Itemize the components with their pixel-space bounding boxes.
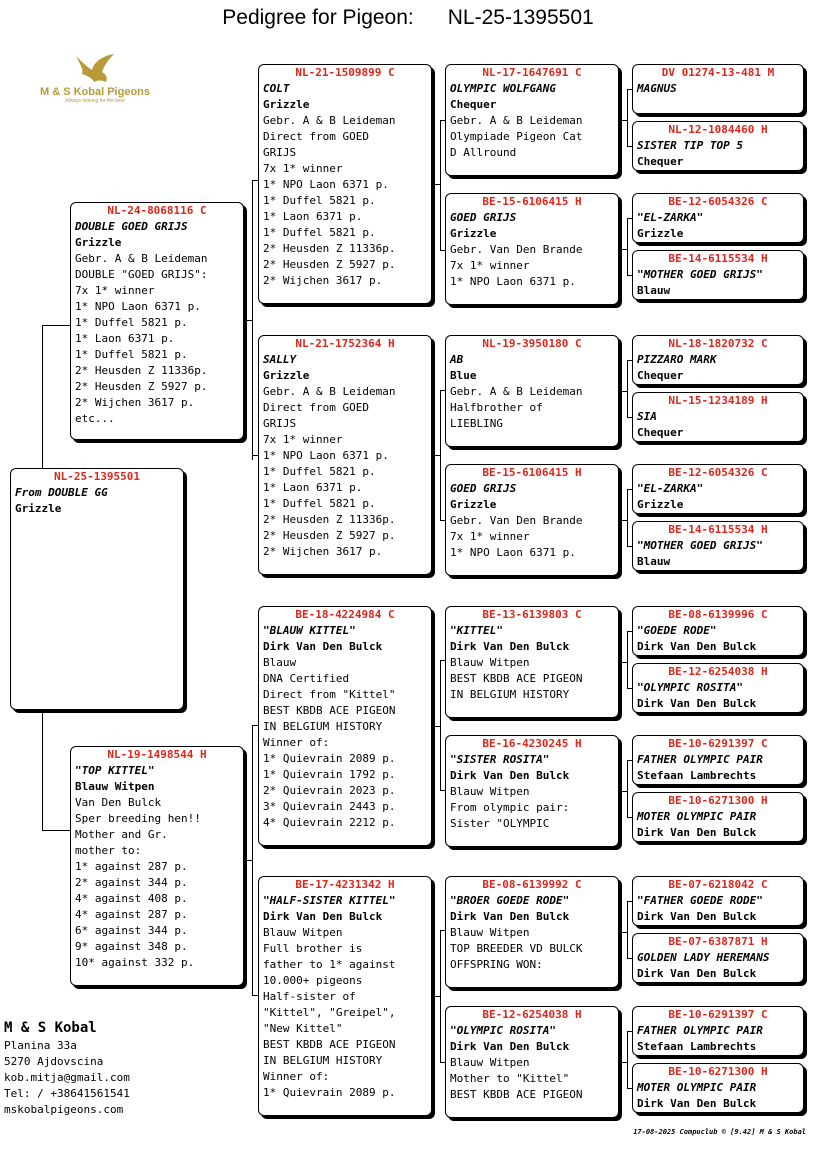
pigeon-color: Grizzle bbox=[637, 227, 684, 240]
ring-number: NL-25-1395501 bbox=[53, 470, 141, 483]
ring-number: NL-12-1084460 H bbox=[668, 123, 768, 136]
pigeon-note: Winner of: bbox=[263, 736, 330, 749]
pigeon-name: "HALF-SISTER KITTEL" bbox=[263, 894, 396, 907]
connector-line bbox=[627, 218, 632, 219]
ring-number: BE-15-6106415 H bbox=[482, 195, 582, 208]
connector-line bbox=[432, 184, 440, 185]
pigeon-card-gen3-1 bbox=[258, 335, 432, 575]
logo bbox=[30, 52, 160, 122]
pigeon-name: OLYMPIC WOLFGANG bbox=[450, 82, 556, 95]
pigeon-note: Blauw Witpen bbox=[450, 656, 530, 669]
pigeon-name: FATHER OLYMPIC PAIR bbox=[637, 1024, 763, 1037]
pigeon-note: Direct from "Kittel" bbox=[263, 688, 396, 701]
pigeon-note: IN BELGIUM HISTORY bbox=[263, 1054, 383, 1067]
pigeon-note: 1* against 287 p. bbox=[75, 860, 188, 873]
ring-number: NL-21-1752364 H bbox=[295, 337, 395, 350]
pigeon-color: Dirk Van Den Bulck bbox=[263, 640, 383, 653]
connector-line bbox=[619, 249, 627, 250]
ring-number: NL-19-3950180 C bbox=[482, 337, 582, 350]
ring-number: BE-12-6254038 H bbox=[482, 1008, 582, 1021]
pigeon-color: Chequer bbox=[637, 426, 684, 439]
connector-line bbox=[440, 1062, 445, 1063]
pigeon-card-gen5-6 bbox=[632, 464, 804, 514]
pigeon-note: 1* Laon 6371 p. bbox=[263, 210, 363, 223]
connector-line bbox=[42, 325, 43, 468]
ring-number: BE-10-6271300 H bbox=[668, 1065, 768, 1078]
pigeon-note: Sper breeding hen!! bbox=[75, 812, 201, 825]
connector-line bbox=[627, 631, 632, 632]
title-ring: NL-25-1395501 bbox=[447, 6, 594, 29]
connector-line bbox=[627, 901, 632, 902]
pigeon-card-gen5-10 bbox=[632, 735, 804, 785]
pigeon-note: 2* against 344 p. bbox=[75, 876, 188, 889]
pigeon-note: 1* Quievrain 1792 p. bbox=[263, 768, 396, 781]
pigeon-name: GOED GRIJS bbox=[450, 211, 517, 224]
pigeon-note: 4* against 408 p. bbox=[75, 892, 188, 905]
pigeon-note: 1* Duffel 5821 p. bbox=[263, 465, 376, 478]
pigeon-color: Grizzle bbox=[450, 498, 497, 511]
pigeon-note: Winner of: bbox=[263, 1070, 330, 1083]
pigeon-card-gen5-14 bbox=[632, 1006, 804, 1056]
connector-line bbox=[619, 1062, 627, 1063]
pigeon-note: Gebr. A & B Leideman bbox=[263, 385, 396, 398]
pigeon-name: MAGNUS bbox=[637, 82, 677, 95]
pigeon-note: Direct from GOED bbox=[263, 130, 369, 143]
pigeon-note: Van Den Bulck bbox=[75, 796, 162, 809]
ring-number: NL-18-1820732 C bbox=[668, 337, 768, 350]
pigeon-name: COLT bbox=[263, 82, 290, 95]
ring-number: BE-10-6291397 C bbox=[668, 737, 768, 750]
ring-number: NL-19-1498544 H bbox=[107, 748, 207, 761]
pigeon-note: 2* Heusden Z 5927 p. bbox=[263, 529, 396, 542]
pigeon-color: Grizzle bbox=[450, 227, 497, 240]
connector-line bbox=[627, 489, 632, 490]
connector-line bbox=[627, 958, 632, 959]
ring-number: BE-18-4224984 C bbox=[295, 608, 395, 621]
connector-line bbox=[619, 932, 627, 933]
pigeon-note: Gebr. A & B Leideman bbox=[75, 252, 208, 265]
connector-line bbox=[42, 830, 70, 831]
pigeon-color: Dirk Van Den Bulck bbox=[637, 910, 757, 923]
pigeon-note: 2* Wijchen 3617 p. bbox=[75, 396, 195, 409]
pigeon-color: Chequer bbox=[637, 155, 684, 168]
pigeon-name: "KITTEL" bbox=[450, 624, 503, 637]
pigeon-note: "New Kittel" bbox=[263, 1022, 343, 1035]
connector-line bbox=[627, 360, 628, 417]
pigeon-color: Grizzle bbox=[263, 369, 310, 382]
pigeon-note: GRIJS bbox=[263, 146, 297, 159]
connector-line bbox=[432, 455, 440, 456]
pigeon-color: Grizzle bbox=[637, 498, 684, 511]
email: kob.mitja@gmail.com bbox=[4, 1071, 130, 1084]
connector-line bbox=[440, 390, 445, 391]
pigeon-card-father bbox=[70, 202, 244, 440]
pigeon-note: "Kittel", "Greipel", bbox=[263, 1006, 396, 1019]
pigeon-note: DNA Certified bbox=[263, 672, 350, 685]
pigeon-color: Blue bbox=[450, 369, 477, 382]
pigeon-name: GOLDEN LADY HEREMANS bbox=[637, 951, 770, 964]
pigeon-note: 1* Duffel 5821 p. bbox=[263, 194, 376, 207]
pigeon-color: Chequer bbox=[450, 98, 497, 111]
pigeon-color: Blauw Witpen bbox=[75, 780, 155, 793]
pigeon-note: 10* against 332 p. bbox=[75, 956, 195, 969]
ring-number: BE-16-4230245 H bbox=[482, 737, 582, 750]
connector-line bbox=[619, 520, 627, 521]
pigeon-name: "MOTHER GOED GRIJS" bbox=[637, 539, 763, 552]
connector-line bbox=[440, 120, 445, 121]
pigeon-card-gen4-2 bbox=[445, 335, 619, 447]
pigeon-note: GRIJS bbox=[263, 417, 297, 430]
connector-line bbox=[627, 688, 632, 689]
pigeon-note: 7x 1* winner bbox=[450, 259, 530, 272]
connector-line bbox=[627, 417, 632, 418]
address-line-1: Planina 33a bbox=[4, 1039, 77, 1052]
ring-number: BE-13-6139803 C bbox=[482, 608, 582, 621]
connector-line bbox=[42, 710, 43, 830]
ring-number: BE-12-6254038 H bbox=[668, 665, 768, 678]
pigeon-note: Olympiade Pigeon Cat bbox=[450, 130, 583, 143]
pigeon-color: Dirk Van Den Bulck bbox=[450, 1040, 570, 1053]
pigeon-card-gen5-0 bbox=[632, 64, 804, 114]
pigeon-card-gen5-8 bbox=[632, 606, 804, 656]
connector-line bbox=[252, 725, 253, 995]
pigeon-card-gen5-1 bbox=[632, 121, 804, 171]
ring-number: BE-12-6054326 C bbox=[668, 466, 768, 479]
connector-line bbox=[627, 1031, 632, 1032]
connector-line bbox=[440, 660, 441, 790]
pigeon-note: 2* Wijchen 3617 p. bbox=[263, 274, 383, 287]
connector-line bbox=[432, 726, 440, 727]
connector-line bbox=[627, 760, 628, 817]
pigeon-color: Dirk Van Den Bulck bbox=[263, 910, 383, 923]
pigeon-note: 6* against 344 p. bbox=[75, 924, 188, 937]
ring-number: BE-14-6115534 H bbox=[668, 523, 768, 536]
pigeon-note: 1* Duffel 5821 p. bbox=[75, 348, 188, 361]
ring-number: BE-08-6139996 C bbox=[668, 608, 768, 621]
pigeon-note: father to 1* against bbox=[263, 958, 396, 971]
pigeon-note: BEST KBDB ACE PIGEON bbox=[450, 672, 583, 685]
pigeon-name: DOUBLE GOED GRIJS bbox=[75, 220, 188, 233]
pigeon-note: Gebr. A & B Leideman bbox=[450, 114, 583, 127]
ring-number: BE-15-6106415 H bbox=[482, 466, 582, 479]
pigeon-note: etc... bbox=[75, 412, 115, 425]
connector-line bbox=[252, 180, 258, 181]
pigeon-note: IN BELGIUM HISTORY bbox=[450, 688, 570, 701]
pigeon-name: GOED GRIJS bbox=[450, 482, 517, 495]
pigeon-name: FATHER OLYMPIC PAIR bbox=[637, 753, 763, 766]
connector-line bbox=[627, 89, 628, 146]
pigeon-note: 7x 1* winner bbox=[75, 284, 155, 297]
ring-number: BE-17-4231342 H bbox=[295, 878, 395, 891]
pigeon-note: Mother and Gr. bbox=[75, 828, 168, 841]
pigeon-card-gen4-3 bbox=[445, 464, 619, 576]
pigeon-note: LIEBLING bbox=[450, 417, 503, 430]
connector-line bbox=[252, 180, 253, 460]
pigeon-card-gen5-2 bbox=[632, 193, 804, 243]
connector-line bbox=[252, 995, 258, 996]
pigeon-note: 9* against 348 p. bbox=[75, 940, 188, 953]
pigeon-note: 1* Laon 6371 p. bbox=[75, 332, 175, 345]
pigeon-note: 3* Quievrain 2443 p. bbox=[263, 800, 396, 813]
pigeon-color: Grizzle bbox=[263, 98, 310, 111]
connector-line bbox=[619, 791, 627, 792]
connector-line bbox=[440, 120, 441, 250]
pigeon-name: "SISTER ROSITA" bbox=[450, 753, 550, 766]
pigeon-note: Half-sister of bbox=[263, 990, 356, 1003]
pigeon-name: "MOTHER GOED GRIJS" bbox=[637, 268, 763, 281]
pigeon-name: "EL-ZARKA" bbox=[637, 211, 704, 224]
breeder-info bbox=[4, 1018, 130, 1118]
ring-number: BE-08-6139992 C bbox=[482, 878, 582, 891]
pigeon-color: Stefaan Lambrechts bbox=[637, 769, 757, 782]
pigeon-note: BEST KBDB ACE PIGEON bbox=[263, 1038, 396, 1051]
pigeon-name: "OLYMPIC ROSITA" bbox=[637, 681, 743, 694]
connector-line bbox=[252, 455, 258, 456]
pigeon-note: OFFSPRING WON: bbox=[450, 958, 543, 971]
pigeon-note: Blauw Witpen bbox=[450, 785, 530, 798]
logo-name: M & S Kobal Pigeons bbox=[39, 86, 150, 98]
ring-number: BE-10-6291397 C bbox=[668, 1008, 768, 1021]
pigeon-card-gen4-5 bbox=[445, 735, 619, 847]
address-line-2: 5270 Ajdovscina bbox=[4, 1055, 104, 1068]
pigeon-card-gen4-4 bbox=[445, 606, 619, 718]
pigeon-name: "BLAUW KITTEL" bbox=[263, 624, 356, 637]
connector-line bbox=[627, 89, 632, 90]
pigeon-note: Full brother is bbox=[263, 942, 363, 955]
connector-line bbox=[440, 930, 445, 931]
connector-line bbox=[440, 390, 441, 520]
connector-line bbox=[244, 860, 252, 861]
ring-number: NL-15-1234189 H bbox=[668, 394, 768, 407]
dove-logo-icon bbox=[72, 52, 118, 86]
pigeon-card-gen4-7 bbox=[445, 1006, 619, 1118]
connector-line bbox=[627, 631, 628, 688]
website: mskobalpigeons.com bbox=[4, 1103, 124, 1116]
connector-line bbox=[432, 996, 440, 997]
connector-line bbox=[244, 320, 252, 321]
pigeon-note: 1* Duffel 5821 p. bbox=[75, 316, 188, 329]
pigeon-note: From olympic pair: bbox=[450, 801, 570, 814]
pigeon-name: "OLYMPIC ROSITA" bbox=[450, 1024, 556, 1037]
connector-line bbox=[627, 275, 632, 276]
pigeon-note: 1* NPO Laon 6371 p. bbox=[450, 546, 576, 559]
connector-line bbox=[619, 662, 627, 663]
pigeon-note: 7x 1* winner bbox=[263, 433, 343, 446]
pigeon-note: 2* Heusden Z 5927 p. bbox=[75, 380, 208, 393]
pigeon-color: Dirk Van Den Bulck bbox=[637, 1097, 757, 1110]
pigeon-note: 2* Heusden Z 11336p. bbox=[263, 242, 396, 255]
pigeon-note: D Allround bbox=[450, 146, 517, 159]
connector-line bbox=[627, 218, 628, 275]
pigeon-name: MOTER OLYMPIC PAIR bbox=[637, 1081, 757, 1094]
pigeon-note: 1* Quievrain 2089 p. bbox=[263, 752, 396, 765]
pigeon-note: DOUBLE "GOED GRIJS": bbox=[75, 268, 208, 281]
connector-line bbox=[627, 1088, 632, 1089]
pigeon-note: 4* Quievrain 2212 p. bbox=[263, 816, 396, 829]
logo-tagline: Always looking for the best bbox=[65, 98, 125, 104]
pigeon-color: Chequer bbox=[637, 369, 684, 382]
pigeon-color: Blauw bbox=[637, 555, 671, 568]
pigeon-name: "FATHER GOEDE RODE" bbox=[637, 894, 763, 907]
pigeon-color: Grizzle bbox=[75, 236, 122, 249]
connector-line bbox=[440, 520, 445, 521]
pigeon-color: Dirk Van Den Bulck bbox=[637, 967, 757, 980]
pigeon-color: Dirk Van Den Bulck bbox=[450, 769, 570, 782]
print-stamp: 17-08-2025 Compuclub © [9.42] M & S Kobal bbox=[633, 1128, 806, 1136]
pigeon-color: Blauw bbox=[637, 284, 671, 297]
pigeon-name: "GOEDE RODE" bbox=[637, 624, 717, 637]
pigeon-note: 1* NPO Laon 6371 p. bbox=[263, 449, 389, 462]
pigeon-card-gen5-9 bbox=[632, 663, 804, 713]
connector-line bbox=[252, 725, 258, 726]
pigeon-note: 10.000+ pigeons bbox=[263, 974, 363, 987]
pigeon-name: SIA bbox=[637, 410, 657, 423]
pigeon-note: Blauw Witpen bbox=[450, 1056, 530, 1069]
ring-number: NL-24-8068116 C bbox=[107, 204, 207, 217]
pigeon-card-gen4-1 bbox=[445, 193, 619, 305]
pigeon-name: SALLY bbox=[263, 353, 297, 366]
pigeon-note: 1* NPO Laon 6371 p. bbox=[450, 275, 576, 288]
page-title bbox=[0, 6, 816, 30]
pigeon-card-gen5-7 bbox=[632, 521, 804, 571]
pigeon-note: IN BELGIUM HISTORY bbox=[263, 720, 383, 733]
pigeon-note: 1* Duffel 5821 p. bbox=[263, 226, 376, 239]
pigeon-card-gen5-11 bbox=[632, 792, 804, 842]
pigeon-card-gen5-4 bbox=[632, 335, 804, 385]
ring-number: BE-07-6218042 C bbox=[668, 878, 768, 891]
pigeon-note: 2* Quievrain 2023 p. bbox=[263, 784, 396, 797]
ring-number: DV 01274-13-481 M bbox=[661, 66, 775, 79]
pigeon-name: PIZZARO MARK bbox=[637, 353, 717, 366]
pigeon-card-gen3-0 bbox=[258, 64, 432, 304]
pigeon-card-gen5-12 bbox=[632, 876, 804, 926]
pigeon-note: TOP BREEDER VD BULCK bbox=[450, 942, 583, 955]
pigeon-card-gen5-13 bbox=[632, 933, 804, 983]
connector-line bbox=[440, 660, 445, 661]
connector-line bbox=[619, 120, 627, 121]
pigeon-note: Blauw Witpen bbox=[263, 926, 343, 939]
pigeon-card-gen3-3 bbox=[258, 876, 432, 1116]
pigeon-note: Gebr. Van Den Brande bbox=[450, 514, 583, 527]
pigeon-color: Dirk Van Den Bulck bbox=[637, 826, 757, 839]
pigeon-note: 7x 1* winner bbox=[450, 530, 530, 543]
pigeon-note: mother to: bbox=[75, 844, 142, 857]
pigeon-note: Direct from GOED bbox=[263, 401, 369, 414]
pigeon-color: Stefaan Lambrechts bbox=[637, 1040, 757, 1053]
pigeon-note: 7x 1* winner bbox=[263, 162, 343, 175]
pigeon-name: "EL-ZARKA" bbox=[637, 482, 704, 495]
pigeon-note: 2* Heusden Z 11336p. bbox=[75, 364, 208, 377]
pigeon-note: 1* Laon 6371 p. bbox=[263, 481, 363, 494]
pigeon-note: BEST KBDB ACE PIGEON bbox=[450, 1088, 583, 1101]
ring-number: NL-17-1647691 C bbox=[482, 66, 582, 79]
pigeon-note: 4* against 287 p. bbox=[75, 908, 188, 921]
pigeon-name: AB bbox=[450, 353, 464, 366]
pigeon-color: Dirk Van Den Bulck bbox=[637, 640, 757, 653]
pigeon-card-gen3-2 bbox=[258, 606, 432, 846]
ring-number: BE-10-6271300 H bbox=[668, 794, 768, 807]
pigeon-card-mother bbox=[70, 746, 244, 986]
pigeon-note: 1* Duffel 5821 p. bbox=[263, 497, 376, 510]
connector-line bbox=[627, 1031, 628, 1088]
connector-line bbox=[627, 146, 632, 147]
connector-line bbox=[627, 760, 632, 761]
pigeon-note: 2* Wijchen 3617 p. bbox=[263, 545, 383, 558]
pigeon-name: "BROER GOEDE RODE" bbox=[450, 894, 570, 907]
connector-line bbox=[42, 325, 70, 326]
pigeon-note: Blauw bbox=[263, 656, 297, 669]
pigeon-note: 1* NPO Laon 6371 p. bbox=[263, 178, 389, 191]
pigeon-note: 1* Quievrain 2089 p. bbox=[263, 1086, 396, 1099]
phone: Tel: / +38641561541 bbox=[4, 1087, 130, 1100]
connector-line bbox=[440, 930, 441, 1062]
pigeon-color: Dirk Van Den Bulck bbox=[450, 910, 570, 923]
ring-number: BE-12-6054326 C bbox=[668, 195, 768, 208]
ring-number: NL-21-1509899 C bbox=[295, 66, 395, 79]
pigeon-note: Gebr. A & B Leideman bbox=[450, 385, 583, 398]
connector-line bbox=[627, 489, 628, 546]
ring-number: BE-14-6115534 H bbox=[668, 252, 768, 265]
pigeon-card-gen4-6 bbox=[445, 876, 619, 988]
pigeon-card-gen5-3 bbox=[632, 250, 804, 300]
pigeon-note: Mother to "Kittel" bbox=[450, 1072, 570, 1085]
pigeon-name: From DOUBLE GG bbox=[15, 486, 108, 499]
connector-line bbox=[440, 790, 445, 791]
title-prefix: Pedigree for Pigeon: bbox=[222, 6, 414, 29]
pigeon-name: MOTER OLYMPIC PAIR bbox=[637, 810, 757, 823]
connector-line bbox=[627, 817, 632, 818]
pigeon-color: Dirk Van Den Bulck bbox=[637, 697, 757, 710]
connector-line bbox=[440, 250, 445, 251]
pigeon-color: Dirk Van Den Bulck bbox=[450, 640, 570, 653]
pigeon-name: "TOP KITTEL" bbox=[75, 764, 155, 777]
ring-number: BE-07-6387871 H bbox=[668, 935, 768, 948]
connector-line bbox=[627, 901, 628, 958]
pigeon-card-gen4-0 bbox=[445, 64, 619, 176]
pigeon-note: 1* NPO Laon 6371 p. bbox=[75, 300, 201, 313]
pigeon-name: SISTER TIP TOP 5 bbox=[637, 139, 743, 152]
connector-line bbox=[627, 360, 632, 361]
pigeon-card-gen5-5 bbox=[632, 392, 804, 442]
pigeon-note: BEST KBDB ACE PIGEON bbox=[263, 704, 396, 717]
pigeon-card-gen5-15 bbox=[632, 1063, 804, 1113]
pigeon-note: 2* Heusden Z 5927 p. bbox=[263, 258, 396, 271]
connector-line bbox=[619, 391, 627, 392]
pigeon-card-subject bbox=[10, 468, 184, 710]
pigeon-note: Halfbrother of bbox=[450, 401, 543, 414]
pigeon-note: 2* Heusden Z 11336p. bbox=[263, 513, 396, 526]
connector-line bbox=[627, 546, 632, 547]
pigeon-color: Grizzle bbox=[15, 502, 62, 515]
pigeon-note: Sister "OLYMPIC bbox=[450, 817, 550, 830]
breeder-name: M & S Kobal bbox=[4, 1020, 97, 1036]
pigeon-note: Gebr. Van Den Brande bbox=[450, 243, 583, 256]
pigeon-note: Blauw Witpen bbox=[450, 926, 530, 939]
pigeon-note: Gebr. A & B Leideman bbox=[263, 114, 396, 127]
